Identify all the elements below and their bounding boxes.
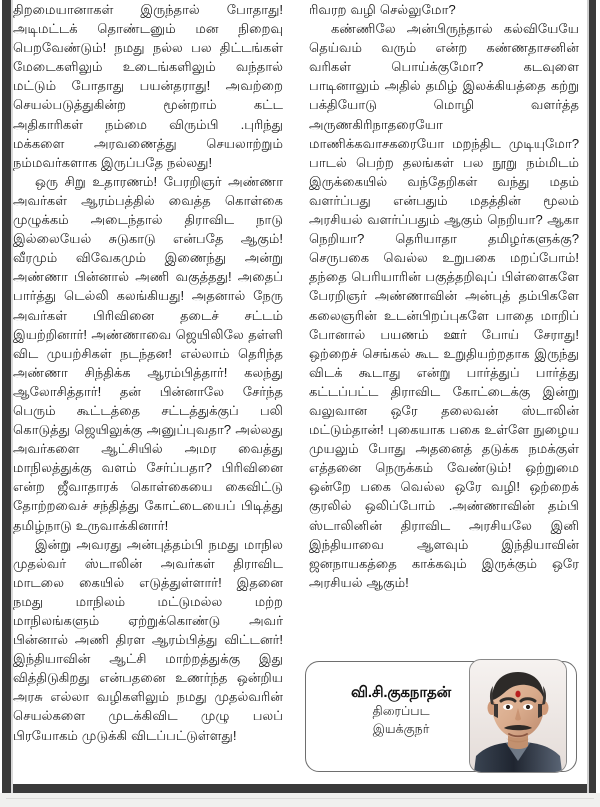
author-text-block (316, 684, 486, 738)
paragraph: ரிவரற வழி செல்லுமோ? (309, 2, 456, 17)
paragraph: ஒரு சிறு உதாரணம்! பேரறிஞர் அண்ணா அவர்கள் ஆரம்பத்தில் வைத்த கொள்கை முழுக்கம் அடைந்தால் திராவிட நாடு இல்லையேல் சுடுகாடு என்பதே ஆகும்! வீரமும் விவேகமும் இணைந்து அன்று அண்ணா பின்னால் அணி வகுத்தது! அதைப் பார்த்து டெல்லி கலங்கியது! அதனால் நேரு அவர்கள் பிரிவினை தடைச் சட்டம் இயற்றினார்! அண்ணாவை ஜெயிலிலே தள்ளி விட முயற்சிகள் நடந்தன! எல்லாம் தெரிந்த அண்ணா சிந்திக்க ஆரம்பித்தார்! கலந்து ஆலோசித்தார்! தன் பின்னாலே சேர்ந்த பெரும் கூட்டத்தை சட்டத்துக்குப் பலி கொடுத்து ஜெயிலுக்கு அனுப்புவதா? அல்லது அவர்களை ஆட்சியில் அமர வைத்து மாநிலத்துக்கு வளம் சேர்ப்பதா? பிரிவினை என்ற ஜீவாதாரக் கொள்கையை கைவிட்டு தோற்றவைச் சந்தித்து கோட்டையைப் பிடித்து தமிழ்நாடு உருவாக்கினார்! (13, 173, 283, 533)
paragraph: இன்று அவரது அன்புத்தம்பி நமது மாநில முதல்வர் ஸ்டாலின் அவர்கள் திராவிட மாடலை கையில் எடுத்துள்ளார்! இதனை நமது மாநிலம் மட்டுமல்ல மற்ற மாநிலங்களும் ஏற்றுக்கொண்டு அவர் பின்னால் அணி திரள ஆரம்பித்து விட்டனர்! இந்தியாவின் ஆட்சி மாற்றத்துக்கு இது வித்திடுகிறது என்பதனை உணர்ந்த ஒன்றிய அரசு எல்லா வழிகளிலும் நமது முதல்வரின் செயல்களை முடக்கிவிட முழு பலப் பிரயோகம் முடுக்கி விடப்பட்டுள்ளது! (13, 536, 283, 743)
author-name: வி.சி.குகநாதன் (351, 684, 451, 701)
author-portrait-photo (469, 659, 567, 773)
author-role-line-2: இயக்குநர் (372, 722, 430, 736)
author-byline-card (305, 661, 577, 772)
page-bottom-strip (0, 793, 600, 807)
article-column-left (13, 0, 283, 745)
paragraph: கண்ணிலே அன்பிருந்தால் கல்வியேயே தெய்வம் வரும் என்ற கண்ணதாசனின் வரிகள் பொய்க்குமோ? கடவுளை பாடினாலும் அதில் தமிழ் இலக்கியத்தை கற்று பக்தியோடு மொழி வளர்த்த அருணகிரிநாதரையோ மாணிக்கவாசகரையோ மறந்திட முடியுமோ? பாடல் பெற்ற தலங்கள் பல நூறு நம்மிடம் இருக்கையில் வந்தேறிகள் வந்து மதம் வளர்ப்பது என்பதும் மதத்தின் மூலம் அரசியல் வளர்ப்பதும் ஆகும் நெறியா? ஆகா நெறியா? தெரியாதா தமிழர்களுக்கு? செருபகை வெல்ல உறுபகை மறப்போம்! தந்தை பெரியாரின் பகுத்தறிவுப் பிள்ளைகளே பேரறிஞர் அண்ணாவின் அன்புத் தம்பிகளே கலைஞரின் உடன்பிறப்புகளே பாதை மாறிப் போனால் பயணம் ஊர் போய் சேராது! ஒற்றைச் செங்கல் கூட உறுதியற்றதாக இருந்து விடக் கூடாது என்று பார்த்துப் பார்த்து கட்டப்பட்ட திராவிட கோட்டைக்கு இன்று வலுவான ஒரே தலைவன் ஸ்டாலின் மட்டும்தான்! புகையாக பகை உள்ளே நுழைய முயலும் போது அதனைத் தடுக்க நமக்குள் எத்தனை நெருக்கம் வேண்டும்! ஒற்றுமை ஒன்றே பகை வெல்ல ஒரே வழி! ஒற்றைக் குரலில் ஒலிப்போம் .அண்ணாவின் தம்பி ஸ்டாலினின் திராவிட அரசியலே இனி இந்தியாவை ஆளவும் இந்தியாவின் ஜனநாயகத்தை காக்கவும் இருக்கும் ஒரே அரசியல் ஆகும்! (309, 21, 579, 590)
paragraph: திறமையானாகள் இருந்தால் போதாது! அடிமட்டக் தொண்டனும் மன நிறைவு பெறவேண்டும்! நமது நல்ல பல திட்டங்கள் மேடைகளிலும் உடைங்களிலும் வந்தால் மட்டும் போதாது பயன்தராது! அவற்றை செயல்படுத்துகின்ற மூன்றாம் கட்ட அதிகாரிகள் நம்மை விரும்பி .புரிந்து மக்களை அரவணைத்து செயலாற்றும் நம்மவர்களாக இருப்பதே நல்லது! (13, 2, 283, 170)
author-role-line-1: திரைப்பட (372, 704, 430, 718)
article-column-right (309, 0, 579, 592)
